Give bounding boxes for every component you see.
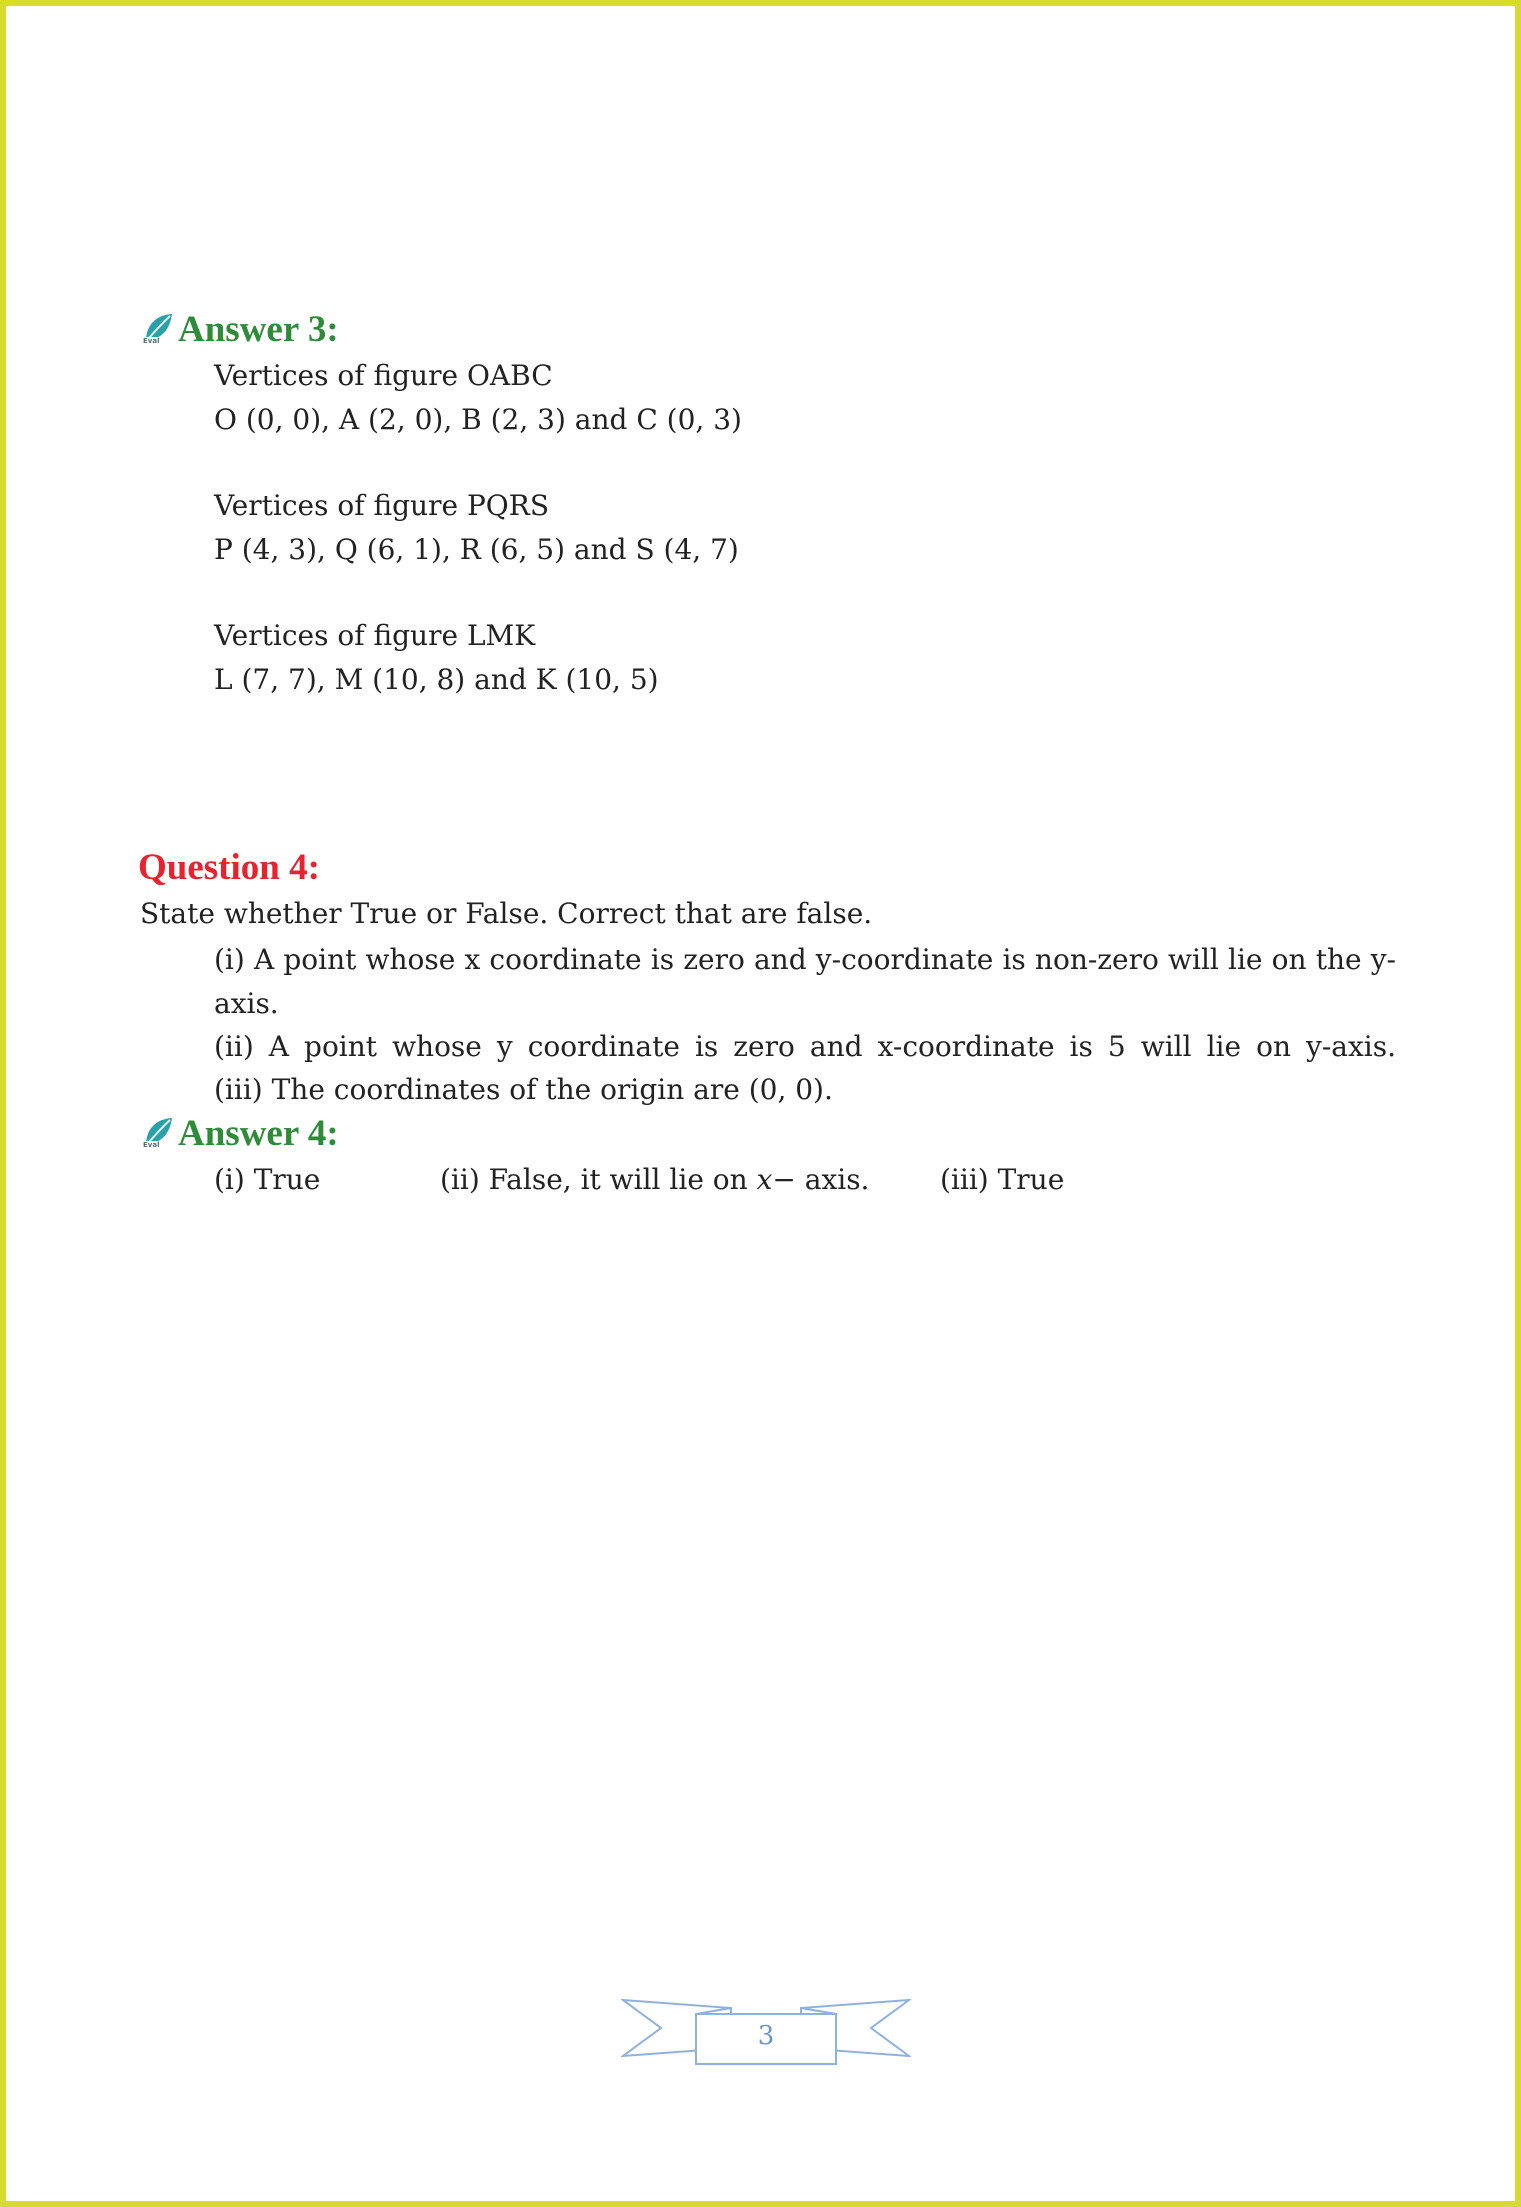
page-number: 3 (757, 2021, 775, 2051)
answer-4-part-ii (440, 1158, 869, 1202)
question-4-item-2: (ii) A point whose y coordinate is zero and x-coordinate is 5 will lie on y-axis. (214, 1030, 1396, 1063)
leaf-logo-icon (140, 311, 174, 345)
answer-4-part-ii-variable: x (756, 1163, 773, 1196)
answer-4-part-iii: (iii) True (940, 1163, 1065, 1196)
question-4-heading (138, 846, 320, 890)
answer-4-part-ii-prefix: (ii) False, it will lie on (440, 1163, 748, 1196)
answer-4-row (6, 1158, 1521, 1202)
question-4-item-1: (i) A point whose x coordinate is zero and y-coordinate is non-zero will lie on the y-axis. (214, 943, 1396, 1020)
answer-4-title: Answer 4: (178, 1113, 339, 1154)
question-4-title: Question 4: (138, 847, 320, 888)
leaf-logo-icon (140, 1115, 174, 1149)
answer-3-title: Answer 3: (178, 309, 339, 350)
answer-4-part-ii-suffix: − axis. (772, 1163, 870, 1196)
svg-text:Eval: Eval (143, 337, 160, 345)
answer-3-line-6: L (7, 7), M (10, 8) and K (10, 5) (214, 663, 659, 696)
question-4-prompt: State whether True or False. Correct that are false. (140, 897, 873, 930)
answer-4-heading (140, 1112, 339, 1156)
answer-3-line-3: Vertices of figure PQRS (214, 489, 550, 522)
question-4-item-3: (iii) The coordinates of the origin are (0, 0). (214, 1073, 833, 1106)
answer-3-line-2: O (0, 0), A (2, 0), B (2, 3) and C (0, 3) (214, 403, 742, 436)
answer-4-part-i: (i) True (214, 1163, 321, 1196)
answer-3-heading (140, 308, 339, 352)
answer-3-line-1: Vertices of figure OABC (214, 359, 553, 392)
answer-3-line-5: Vertices of figure LMK (214, 619, 536, 652)
answer-3-line-4: P (4, 3), Q (6, 1), R (6, 5) and S (4, 7) (214, 533, 739, 566)
svg-text:Eval: Eval (143, 1141, 160, 1149)
